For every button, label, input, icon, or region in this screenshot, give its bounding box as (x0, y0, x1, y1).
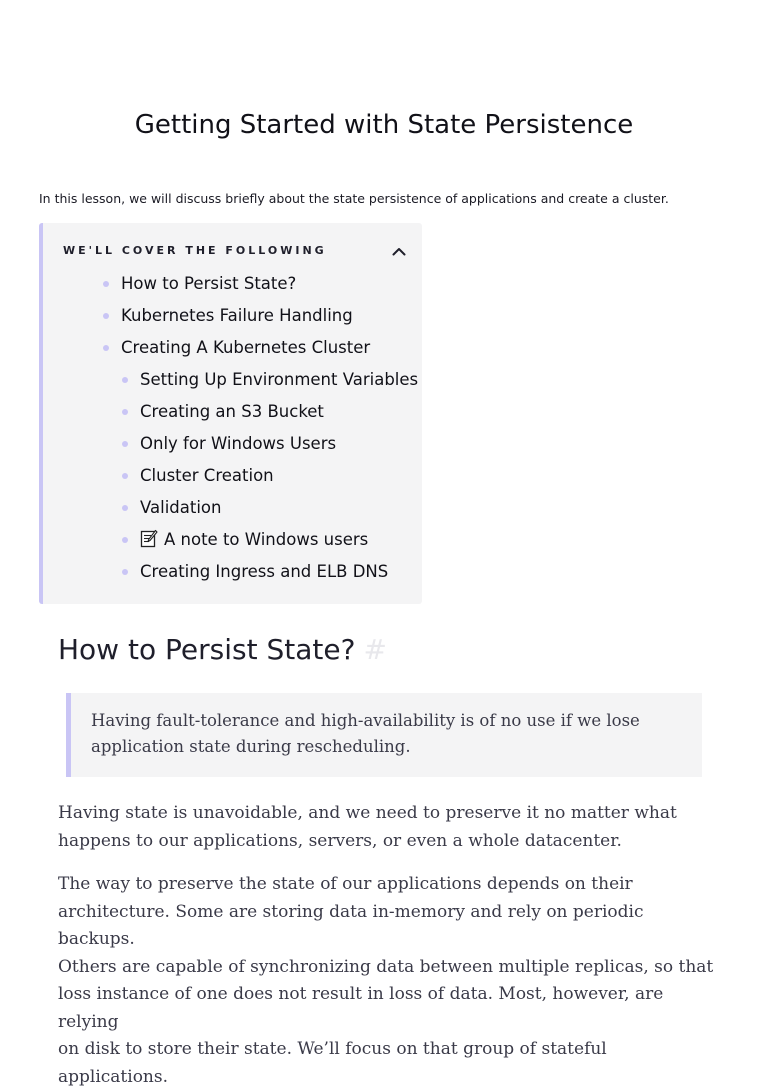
memo-icon (140, 529, 158, 555)
toc-item-kubernetes-failure-handling[interactable] (43, 304, 426, 336)
heading-anchor-link[interactable]: # (363, 633, 387, 666)
paragraph-line: loss instance of one does not result in loss of data. Most, however, are relying (58, 984, 664, 1032)
bullet-dot (103, 281, 109, 287)
paragraph-line: Having state is unavoidable, and we need to preserve it no matter what (58, 803, 677, 823)
bullet-dot (103, 313, 109, 319)
table-of-contents (39, 223, 422, 604)
toc-item-windows-users[interactable] (43, 432, 426, 464)
toc-item-s3-bucket[interactable] (43, 400, 426, 432)
chevron-up-icon[interactable] (391, 243, 407, 259)
paragraph-line: architecture. Some are storing data in-memory and rely on periodic backups. (58, 901, 644, 949)
section-heading-text: How to Persist State? (58, 633, 356, 666)
bullet-dot (122, 569, 128, 575)
toc-item-note-windows-users[interactable] (43, 528, 426, 560)
toc-item-label: How to Persist State? (121, 274, 297, 293)
paragraph (58, 871, 718, 1091)
toc-item-label: Kubernetes Failure Handling (121, 306, 353, 325)
blockquote (66, 693, 702, 777)
toc-list (43, 272, 426, 592)
toc-item-how-to-persist-state[interactable] (43, 272, 426, 304)
toc-item-label: Only for Windows Users (140, 434, 337, 453)
toc-item-label: Creating Ingress and ELB DNS (140, 562, 389, 581)
bullet-dot (122, 505, 128, 511)
toc-item-label: Setting Up Environment Variables (140, 370, 419, 389)
bullet-dot (122, 441, 128, 447)
bullet-dot (122, 409, 128, 415)
paragraph (58, 800, 718, 855)
quote-line: application state during rescheduling. (91, 737, 411, 756)
toc-item-label: Validation (140, 498, 222, 517)
toc-item-label: Creating an S3 Bucket (140, 402, 324, 421)
page-title: Getting Started with State Persistence (134, 110, 634, 140)
toc-item-creating-kubernetes-cluster[interactable] (43, 336, 426, 368)
bullet-dot (103, 345, 109, 351)
bullet-dot (122, 473, 128, 479)
paragraph-line: Others are capable of synchronizing data between multiple replicas, so that (58, 956, 714, 977)
bullet-dot (122, 537, 128, 543)
toc-item-ingress-elb-dns[interactable] (43, 560, 426, 592)
toc-item-environment-variables[interactable] (43, 368, 426, 400)
toc-item-label: A note to Windows users (164, 530, 369, 549)
quote-line: Having fault-tolerance and high-availability is of no use if we lose (91, 711, 640, 730)
paragraph-line: on disk to store their state. We’ll focus on that group of stateful applications. (58, 1039, 607, 1087)
toc-item-label: Cluster Creation (140, 466, 274, 485)
paragraph-line: The way to preserve the state of our applications depends on their (58, 874, 633, 894)
toc-header (63, 243, 407, 259)
lesson-intro: In this lesson, we will discuss briefly about the state persistence of applications and create a cluster. (39, 191, 669, 206)
toc-item-validation[interactable] (43, 496, 426, 528)
bullet-dot (122, 377, 128, 383)
toc-item-cluster-creation[interactable] (43, 464, 426, 496)
toc-item-label: Creating A Kubernetes Cluster (121, 338, 371, 357)
paragraph-line: happens to our applications, servers, or even a whole datacenter. (58, 830, 622, 851)
section-heading (58, 633, 387, 666)
toc-title: WE'LL COVER THE FOLLOWING (63, 244, 327, 257)
